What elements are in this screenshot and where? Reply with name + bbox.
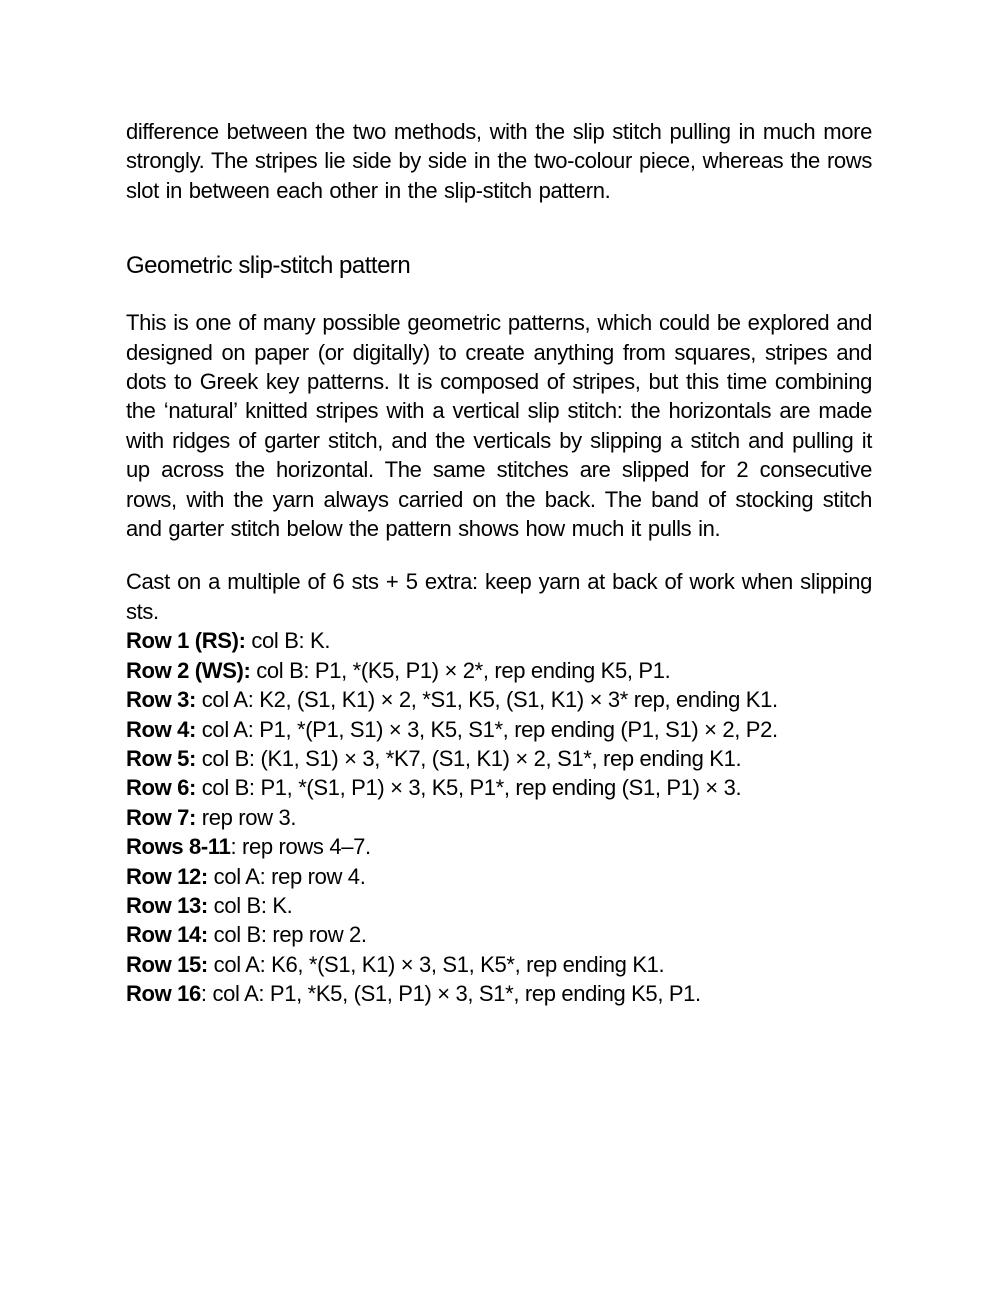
row-label: Row 5: [126,745,197,771]
description-paragraph: This is one of many possible geometric patterns, which could be explored and designed on paper (or digitally) to create anything from squares, stripes and dots to Greek key patterns. It is composed of stripes, but this time combining the ‘natural’ knitted stripes with a vertical slip stitch: the horizontals are made with ridges of garter stitch, and the verticals by slipping a stitch and pulling it up across the horizontal. The same stitches are slipped for 2 consecutive rows, with the yarn always carried on the back. The band of stocking stitch and garter stitch below the pattern shows how much it pulls in. [126,310,872,542]
cast-on-instruction: Cast on a multiple of 6 sts + 5 extra: keep yarn at back of work when slipping sts. [126,569,872,624]
row-text: col B: P1, *(S1, P1) × 3, K5, P1*, rep ending (S1, P1) × 3. [196,775,742,801]
section-heading: Geometric slip-stitch pattern [126,252,411,280]
row-text: col B: P1, *(K5, P1) × 2*, rep ending K5, P1. [250,657,671,683]
row-text: col A: K2, (S1, K1) × 2, *S1, K5, (S1, K1) × 3* rep, ending K1. [196,687,778,713]
spacer [126,543,872,567]
row-label: Row 4: [126,716,197,742]
row-label: Row 7: [126,804,197,830]
row-text: col A: rep row 4. [207,863,366,889]
row-instruction [126,979,872,1008]
row-instruction [126,920,872,949]
row-label: Rows 8-11 [126,834,231,860]
row-label: Row 1 (RS): [126,628,246,654]
row-text: col B: (K1, S1) × 3, *K7, (S1, K1) × 2, S1*, rep ending K1. [196,745,742,771]
row-instruction [126,891,872,920]
row-instruction [126,773,872,802]
row-label: Row 16 [126,981,201,1007]
row-text: col A: K6, *(S1, K1) × 3, S1, K5*, rep ending K1. [207,951,665,977]
row-text: col A: P1, *(P1, S1) × 3, K5, S1*, rep ending (P1, S1) × 2, P2. [196,716,778,742]
row-label: Row 3: [126,687,197,713]
row-text: : col A: P1, *K5, (S1, P1) × 3, S1*, rep ending K5, P1. [200,981,701,1007]
document-page [126,117,872,1009]
row-label: Row 12: [126,863,208,889]
row-instruction [126,715,872,744]
row-instruction [126,656,872,685]
row-text: : rep rows 4–7. [230,834,371,860]
row-instructions [126,626,872,1008]
spacer [126,281,872,308]
row-label: Row 2 (WS): [126,657,251,683]
row-instruction [126,832,872,861]
row-label: Row 6: [126,775,197,801]
row-instruction [126,862,872,891]
row-label: Row 15: [126,951,208,977]
row-text: col B: K. [245,628,331,654]
row-text: rep row 3. [196,804,297,830]
row-label: Row 13: [126,892,208,918]
spacer [126,205,872,251]
row-text: col B: K. [207,892,293,918]
row-instruction [126,685,872,714]
intro-paragraph: difference between the two methods, with the slip stitch pulling in much more strongly. The stripes lie side by side in the two-colour piece, whereas the rows slot in between each other in the slip-stitch pattern. [126,119,872,203]
row-text: col B: rep row 2. [207,922,367,948]
row-instruction [126,950,872,979]
row-instruction [126,744,872,773]
row-label: Row 14: [126,922,208,948]
row-instruction [126,803,872,832]
row-instruction [126,626,872,655]
